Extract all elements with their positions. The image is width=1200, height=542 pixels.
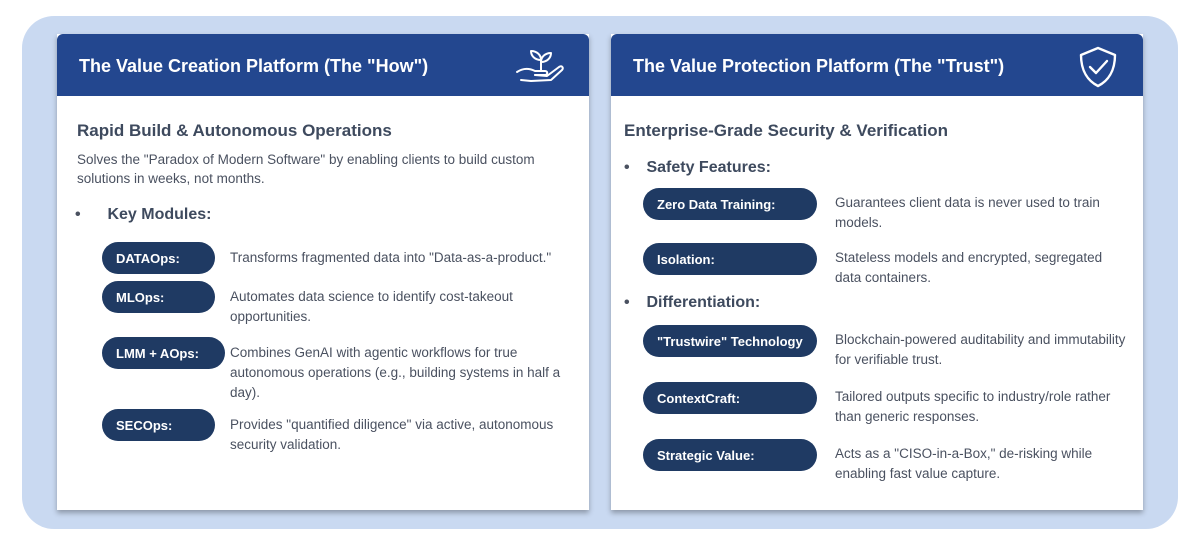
module-description: Automates data science to identify cost-takeout opportunities.: [230, 289, 513, 324]
module-description: Combines GenAI with agentic workflows for true autonomous operations (e.g., building systems in half a day).: [230, 345, 561, 400]
section-title: Enterprise-Grade Security & Verification: [624, 121, 949, 140]
feature-description: Blockchain-powered auditability and immutability for verifiable trust.: [835, 332, 1126, 367]
feature-description: Tailored outputs specific to industry/role rather than generic responses.: [835, 389, 1111, 424]
card-header: [57, 34, 589, 96]
bullet-label: Key Modules:: [107, 206, 212, 223]
feature-pill-trustwire: "Trustwire" Technology: [643, 325, 817, 357]
card-title: The Value Protection Platform (The "Trust"): [633, 56, 1005, 76]
feature-pill-contextcraft: ContextCraft:: [643, 382, 817, 414]
bullet-differentiation: [624, 294, 760, 312]
bullet-dot: •: [75, 206, 81, 223]
feature-pill-zero-data-training: Zero Data Training:: [643, 188, 817, 220]
bullet-label: Safety Features:: [646, 159, 771, 176]
section-description: Solves the "Paradox of Modern Software" by enabling clients to build custom solutions in weeks, not months.: [77, 152, 535, 186]
bullet-key-modules: [75, 206, 211, 224]
module-pill-secops: SECOps:: [102, 409, 215, 441]
card-header: [611, 34, 1143, 96]
bullet-dot: •: [624, 294, 630, 311]
feature-description: Stateless models and encrypted, segregated data containers.: [835, 250, 1103, 285]
module-pill-dataops: DATAOps:: [102, 242, 215, 274]
module-pill-mlops: MLOps:: [102, 281, 215, 313]
feature-description: Guarantees client data is never used to train models.: [835, 195, 1100, 230]
value-creation-card: [57, 34, 589, 510]
section-title: Rapid Build & Autonomous Operations: [77, 121, 392, 140]
bullet-dot: •: [624, 159, 630, 176]
feature-pill-isolation: Isolation:: [643, 243, 817, 275]
card-title: The Value Creation Platform (The "How"): [79, 56, 429, 76]
feature-pill-strategic-value: Strategic Value:: [643, 439, 817, 471]
hand-sprout-icon: [515, 48, 565, 89]
module-description: Provides "quantified diligence" via active, autonomous security validation.: [230, 417, 554, 452]
feature-description: Acts as a "CISO-in-a-Box," de-risking while enabling fast value capture.: [835, 446, 1093, 481]
value-protection-card: [611, 34, 1143, 510]
module-pill-lmm-aops: LMM + AOps:: [102, 337, 225, 369]
bullet-safety-features: [624, 159, 771, 177]
bullet-label: Differentiation:: [646, 294, 761, 311]
module-description: Transforms fragmented data into "Data-as-a-product.": [230, 250, 552, 265]
shield-check-icon: [1076, 45, 1120, 94]
